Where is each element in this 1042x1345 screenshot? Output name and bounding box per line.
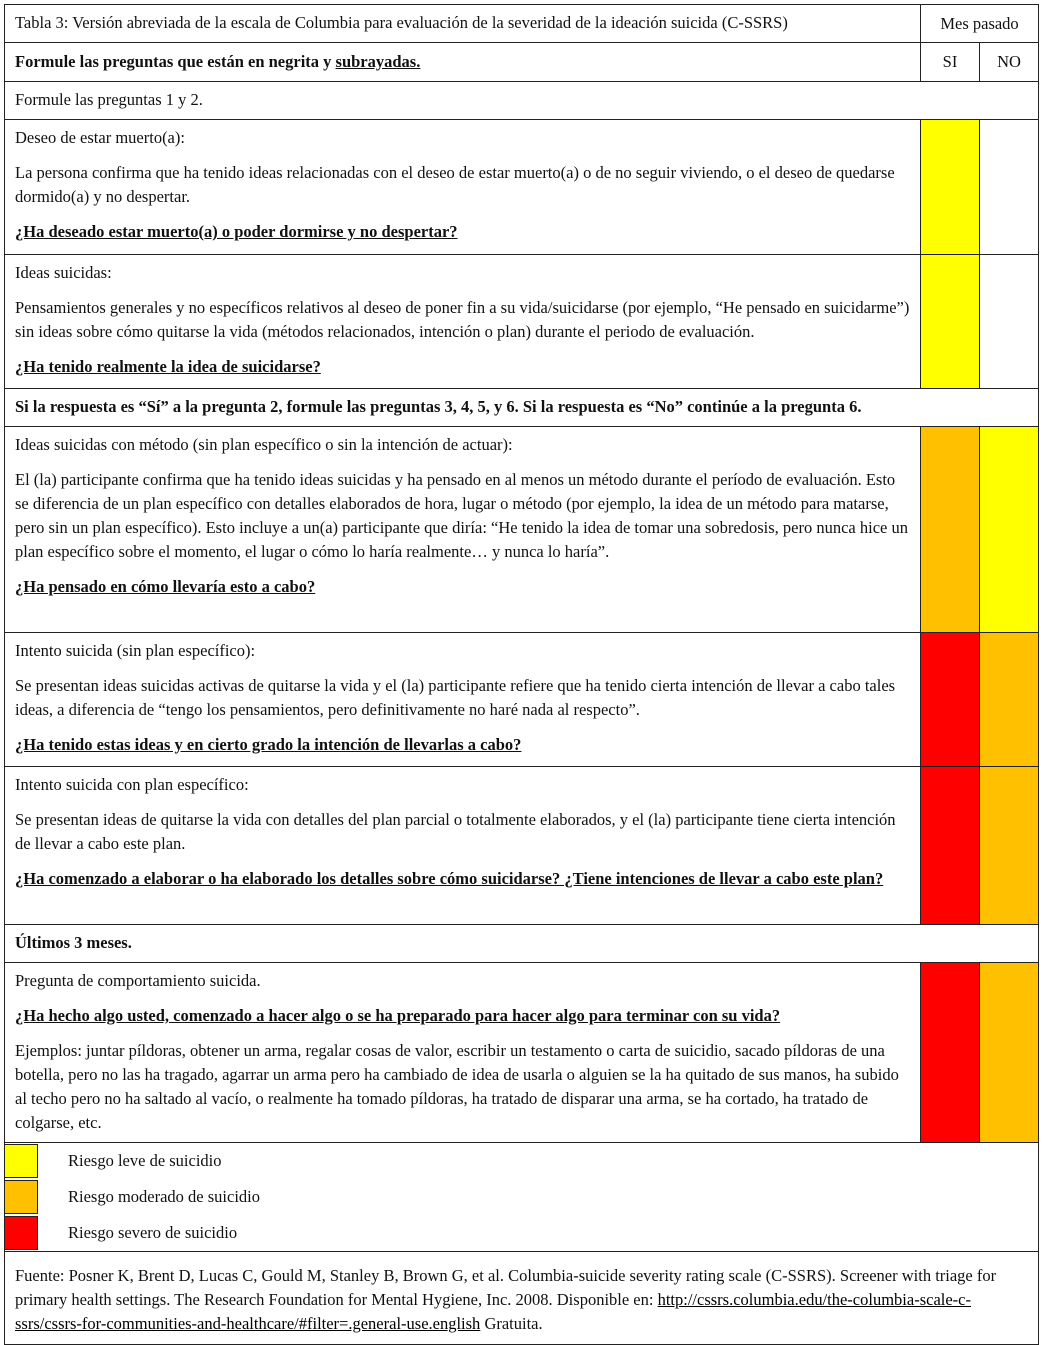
row-description: Pensamientos generales y no específicos relativos al deseo de poner fin a su vida/suicidarse (por ejemplo, “He pensado en suicidarme”) sin ideas sobre cómo quitarse la vida (métodos relacionados, intención o plan) durante el periodo de evaluación. [15,298,910,341]
question-row-1 [5,120,921,255]
section-last-text: Últimos 3 meses. [15,933,132,952]
source-link[interactable]: http://cssrs.columbia.edu/the-columbia-scale-c-ssrs/cssrs-for-communities-and-healthcare/#filter=.general-use.english [15,1290,971,1333]
behavior-examples: Ejemplos: juntar píldoras, obtener un arma, regalar cosas de valor, escribir un testamento o carta de suicidio, sacado píldoras de una botella, pero no las ha tragado, agarrar un arma pero ha cambiado de idea de usarla o alguien se la ha quitado de sus manos, ha subido al techo pero no ha saltado al vacío, o realmente ha tomado píldoras, ha tratado de disparar una arma, se ha cortado, ha tratado de colgarse, etc. [15,1041,899,1132]
row-description: El (la) participante confirma que ha tenido ideas suicidas y ha pensado en al menos un método durante el período de evaluación. Esto se diferencia de un plan específico con detalles elaborados de hora, lugar o método (por ejemplo, la idea de un método para matarse, pero sin un plan específico). Esto incluye a un(a) participante que diría: “He tenido la idea de tomar una sobredosis, pero nunca hice un plan específico sobre el momento, el lugar o cómo lo haría realmente… y nunca lo haría”. [15,470,908,561]
period-label: Mes pasado [940,13,1019,33]
behavior-question: ¿Ha hecho algo usted, comenzado a hacer algo o se ha preparado para hacer algo para terminar con su vida? [15,1006,781,1025]
row-question: ¿Ha tenido realmente la idea de suicidarse? [15,357,321,376]
legend [5,1143,1039,1252]
behavior-title: Pregunta de comportamiento suicida. [15,971,261,990]
si-cell[interactable] [921,120,980,255]
question-row-5 [5,767,921,925]
table-title-cell [5,5,921,43]
row-question: ¿Ha tenido estas ideas y en cierto grado la intención de llevarlas a cabo? [15,735,522,754]
si-cell[interactable] [921,255,980,389]
instruction-prefix: Formule las preguntas que están en negrita y [15,51,336,71]
instruction-text [5,44,920,81]
legend-item-mild [5,1143,1038,1179]
no-cell[interactable] [980,633,1039,767]
section-intro-text: Formule las preguntas 1 y 2. [15,90,203,109]
legend-label-mild: Riesgo leve de suicidio [68,1151,222,1170]
col-yes-label: SI [942,52,958,71]
period-header [921,5,1039,43]
row-title: Intento suicida con plan específico: [15,775,249,794]
legend-label-moderate: Riesgo moderado de suicidio [68,1187,261,1206]
behavior-row [5,963,921,1143]
row-description: La persona confirma que ha tenido ideas relacionadas con el deseo de estar muerto(a) o de no seguir viviendo, o el deseo de quedarse dormido(a) y no despertar. [15,163,895,206]
no-cell[interactable] [980,427,1039,633]
question-row-2 [5,255,921,389]
question-row-4 [5,633,921,767]
cssrs-document [4,4,1038,1345]
si-cell[interactable] [921,633,980,767]
col-yes-header [921,43,980,82]
row-description: Se presentan ideas suicidas activas de quitarse la vida y el (la) participante refiere que ha tenido cierta intención de llevar a cabo tales ideas, a diferencia de “tengo los pensamientos, pero definitivamente no haré nada al respecto”. [15,676,896,719]
row-description: Se presentan ideas de quitarse la vida con detalles del plan parcial o totalmente elaborados, y el (la) participante tiene cierta intención de llevar a cabo este plan. [15,810,896,853]
legend-swatch-mild [4,1144,38,1178]
section-mid-text: Si la respuesta es “Sí” a la pregunta 2, formule las preguntas 3, 4, 5, y 6. Si la respuesta es “No” continúe a la pregunta 6. [15,397,862,416]
legend-swatch-severe [4,1216,38,1250]
row-title: Intento suicida (sin plan específico): [15,641,256,660]
source-text: Fuente: Posner K, Brent D, Lucas C, Gould M, Stanley B, Brown G, et al. Columbia-suicide severity rating scale (C-SSRS). Screener with triage for primary health settings. The Research Foundation for Mental Hygiene, Inc. 2008. Disponible en: [15,1266,997,1309]
row-question: ¿Ha deseado estar muerto(a) o poder dormirse y no despertar? [15,222,458,241]
row-title: Deseo de estar muerto(a): [15,128,185,147]
col-no-header [980,43,1039,82]
instruction-underlined: subrayadas. [335,51,421,71]
legend-swatch-moderate [4,1180,38,1214]
table-title: Tabla 3: Versión abreviada de la escala de Columbia para evaluación de la severidad de la ideación suicida (C-SSRS) [15,13,788,32]
cssrs-table [4,4,1039,1345]
col-no-label: NO [997,52,1021,71]
source-suffix: Gratuita. [480,1314,543,1333]
legend-label-severe: Riesgo severo de suicidio [68,1223,238,1242]
row-title: Ideas suicidas con método (sin plan específico o sin la intención de actuar): [15,435,513,454]
row-title: Ideas suicidas: [15,263,112,282]
no-cell[interactable] [980,120,1039,255]
section-intro [5,82,1039,120]
no-cell[interactable] [980,963,1039,1143]
si-cell[interactable] [921,963,980,1143]
no-cell[interactable] [980,767,1039,925]
section-mid [5,389,1039,427]
instruction-cell [5,43,921,82]
si-cell[interactable] [921,427,980,633]
legend-item-moderate [5,1179,1038,1215]
row-question: ¿Ha comenzado a elaborar o ha elaborado los detalles sobre cómo suicidarse? ¿Tiene intenciones de llevar a cabo este plan? [15,869,884,888]
question-row-3 [5,427,921,633]
source-footer [5,1252,1039,1345]
no-cell[interactable] [980,255,1039,389]
legend-item-severe [5,1215,1038,1251]
section-last [5,925,1039,963]
si-cell[interactable] [921,767,980,925]
row-question: ¿Ha pensado en cómo llevaría esto a cabo? [15,577,316,596]
